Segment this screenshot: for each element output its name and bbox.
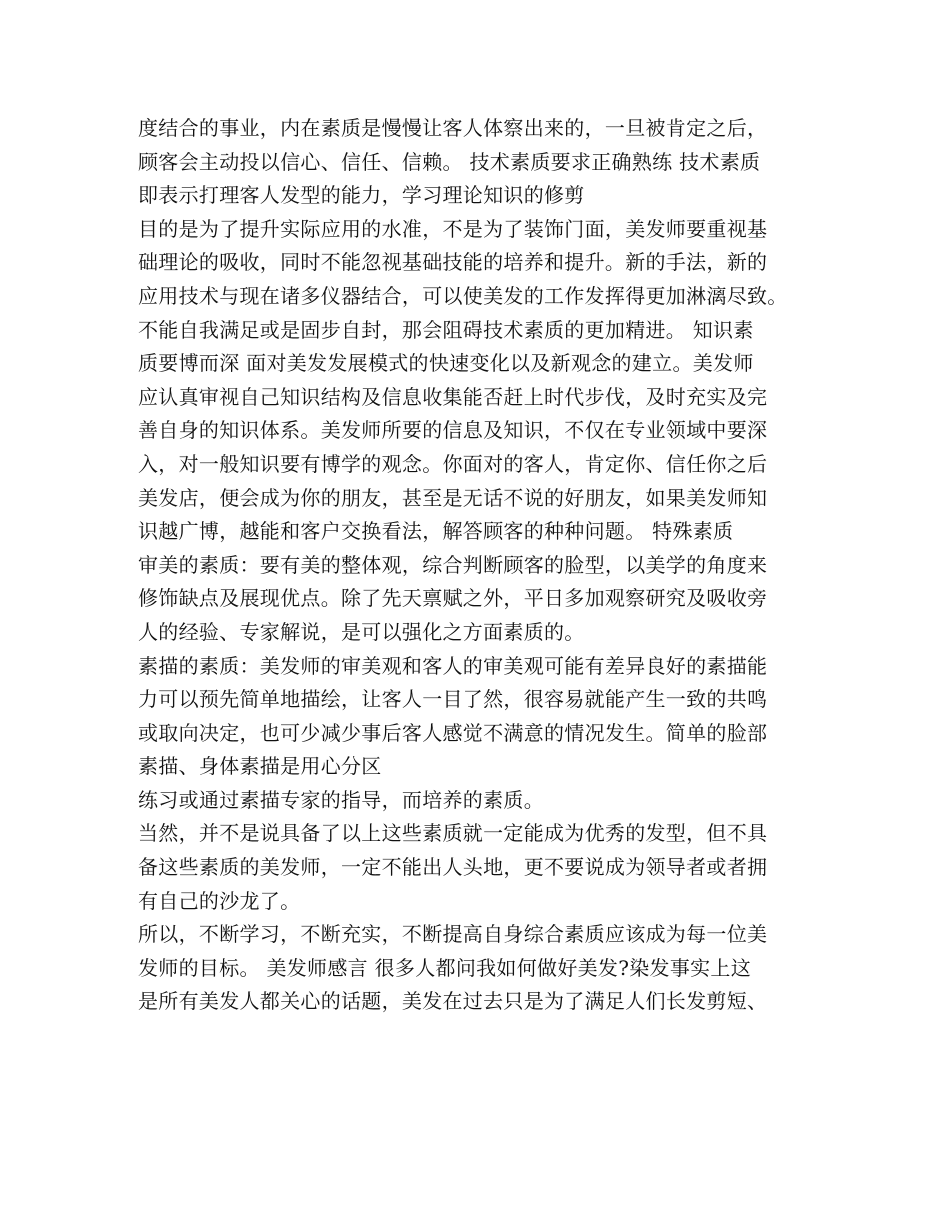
text-line: 识越广博，越能和客户交换看法，解答顾客的种种问题。 特殊素质 [138, 519, 734, 544]
text-line: 即表示打理客人发型的能力，学习理论知识的修剪 [138, 183, 585, 208]
text-line: 不能自我满足或是固步自封，那会阻碍技术素质的更加精进。 知识素 [138, 317, 754, 342]
text-line: 础理论的吸收，同时不能忽视基础技能的培养和提升。新的手法，新的 [138, 250, 768, 275]
text-line: 应用技术与现在诸多仪器结合，可以使美发的工作发挥得更加淋漓尽致。 [138, 283, 788, 308]
text-line: 素描、身体素描是用心分区 [138, 754, 382, 779]
text-line: 有自己的沙龙了。 [138, 888, 301, 913]
text-line: 目的是为了提升实际应用的水准，不是为了装饰门面，美发师要重视基 [138, 216, 768, 241]
text-line: 质要博而深 面对美发发展模式的快速变化以及新观念的建立。美发师 [138, 351, 754, 376]
text-line: 所以，不断学习，不断充实，不断提高自身综合素质应该成为每一位美 [138, 922, 768, 947]
text-line: 发师的目标。 美发师感言 很多人都问我如何做好美发?染发事实上这 [138, 955, 752, 980]
document-body-text [138, 112, 838, 1019]
text-line: 审美的素质：要有美的整体观，综合判断顾客的脸型，以美学的角度来 [138, 552, 768, 577]
text-line: 当然，并不是说具备了以上这些素质就一定能成为优秀的发型，但不具 [138, 821, 768, 846]
text-line: 人的经验、专家解说，是可以强化之方面素质的。 [138, 619, 585, 644]
text-line: 度结合的事业，内在素质是慢慢让客人体察出来的，一旦被肯定之后， [138, 116, 768, 140]
text-line: 练习或通过素描专家的指导，而培养的素质。 [138, 787, 544, 812]
text-line: 是所有美发人都关心的话题，美发在过去只是为了满足人们长发剪短、 [138, 989, 768, 1014]
text-line: 应认真审视自己知识结构及信息收集能否赶上时代步伐，及时充实及完 [138, 384, 768, 409]
text-line: 入，对一般知识要有博学的观念。你面对的客人，肯定你、信任你之后 [138, 451, 768, 476]
text-line: 备这些素质的美发师，一定不能出人头地，更不要说成为领导者或者拥 [138, 855, 768, 880]
text-line: 力可以预先简单地描绘，让客人一目了然，很容易就能产生一致的共鸣 [138, 687, 768, 712]
text-line: 修饰缺点及展现优点。除了先天禀赋之外，平日多加观察研究及吸收旁 [138, 586, 768, 611]
text-line: 或取向决定，也可少减少事后客人感觉不满意的情况发生。简单的脸部 [138, 720, 768, 745]
text-line: 素描的素质：美发师的审美观和客人的审美观可能有差异良好的素描能 [138, 653, 768, 678]
text-line: 顾客会主动投以信心、信任、信赖。 技术素质要求正确熟练 技术素质 [138, 149, 761, 174]
text-line: 美发店，便会成为你的朋友，甚至是无话不说的好朋友，如果美发师知 [138, 485, 768, 510]
text-line: 善自身的知识体系。美发师所要的信息及知识，不仅在专业领域中要深 [138, 418, 768, 443]
